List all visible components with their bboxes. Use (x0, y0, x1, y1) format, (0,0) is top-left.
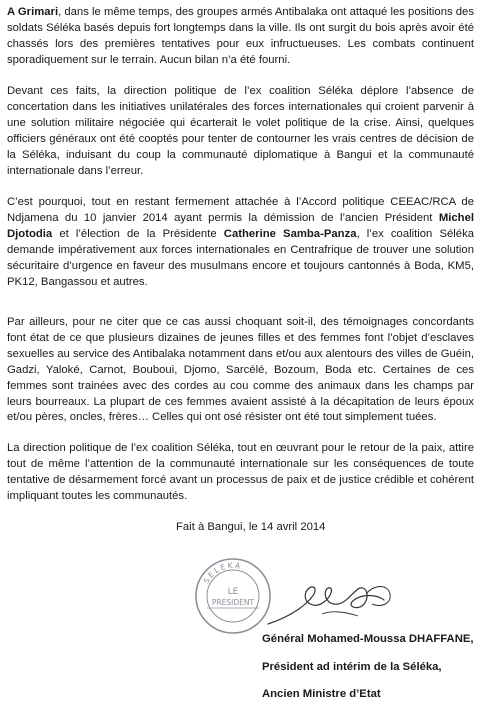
stamp-ring-text: SELEKA (201, 560, 243, 586)
handwritten-signature (262, 566, 402, 636)
paragraph-conclusion (7, 441, 474, 505)
place-name-bold: A Grimari (7, 6, 59, 18)
paragraph-temoignages (7, 315, 474, 426)
paragraph-text: et l’élection de la Présidente (52, 227, 224, 240)
stamp-center-line2: PRESIDENT (211, 598, 255, 607)
name-samba-panza: Catherine Samba-Panza (223, 227, 357, 240)
signatory-former-title: Ancien Ministre d’Etat (262, 688, 381, 700)
name-djotodia: Michel Djotodia (7, 211, 474, 240)
paragraph-concertation (7, 84, 474, 179)
paragraph-grimari (7, 5, 474, 69)
paragraph-text: La direction politique de l’ex coalition Séléka, tout en œuvrant pour le retour de la paix, attire tout de même l’attention de la communauté internationale sur les conséquences de toute tentative de désarmement forcé avant un processus de paix et de justice crédible et cohérent impliquant toutes les communautés. (7, 442, 474, 502)
stamp-center-line1: LE (227, 587, 239, 597)
paragraph-text: , l’ex coalition Séléka demande impérativement aux forces internationales en Centrafrique de trouver une solution sécuritaire d’urgence en faveur des musulmans encore et toujours cantonnés à Boda, KM5, PK12, Bangassou et autres. (7, 227, 475, 288)
paragraph-accord (7, 195, 474, 290)
paragraph-text: , dans le même temps, des groupes armés Antibalaka ont attaqué les positions des soldats Séléka basés depuis fort longtemps dans la ville. Ils ont surgit du bois après avoir été chassés lors des premières tentatives pour eux infructueuses. Les combats continuent sporadiquement sur le terrain. Aucun bilan n’a été fourni. (7, 6, 474, 66)
paragraph-text: Devant ces faits, la direction politique de l’ex coalition Séléka déplore l’absence de concertation dans les initiatives unilatérales des forces internationales qui croient parvenir à une solution militaire négociée qui écarterait le volet politique de la crise. Ainsi, quelques officiers généraux ont été cooptés pour tenter de contourner les vrais centres de décision de la Séléka, induisant du coup la communauté diplomatique à Bangui et la communauté internationale dans l’erreur. (7, 85, 474, 177)
place-date: Fait à Bangui, le 14 avril 2014 (176, 521, 326, 533)
paragraph-text: Par ailleurs, pour ne citer que ce cas aussi choquant soit-il, des témoignages concordants font état de ce que plusieurs dizaines de jeunes filles et des femmes font l’objet d’esclaves sexuelles au service des Antibalaka notamment dans et/ou aux alentours des villes de Guéin, Gadzi, Yaloké, Carnot, Bouboui, Djomo, Sarcélé, Bozoum, Boda etc. Certaines de ces femmes sont trainées avec des cordes au cou comme des animaux dans les champs par leurs bourreaux. La plupart de ces femmes avaient assisté à la décapitation de leurs époux et/ou pères, oncles, frères… Celles qui ont osé résister ont été tout simplement tuées. (7, 316, 474, 424)
signatory-name: Général Mohamed-Moussa DHAFFANE, (262, 633, 474, 645)
official-stamp (193, 556, 273, 636)
signatory-role: Président ad intérim de la Séléka, (262, 661, 442, 673)
paragraph-text: C’est pourquoi, tout en restant fermement attachée à l’Accord politique CEEAC/RCA de Ndjamena du 10 janvier 2014 ayant permis la démission de l’ancien Président (7, 196, 474, 224)
